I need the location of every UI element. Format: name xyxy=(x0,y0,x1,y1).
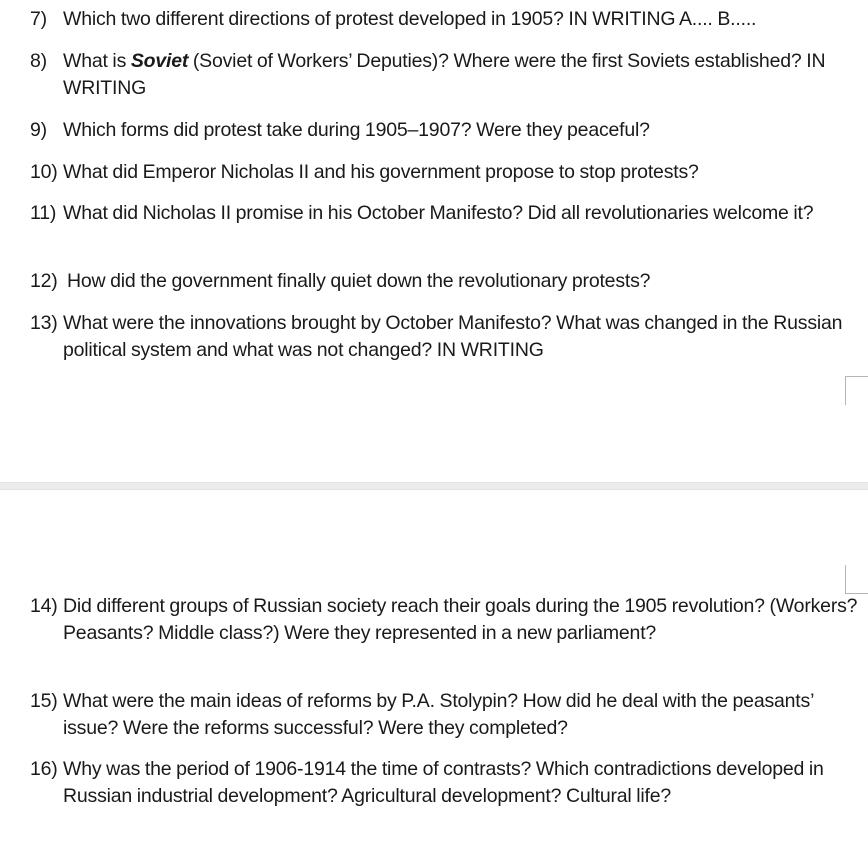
question-number: 9) xyxy=(30,119,47,141)
page-separator xyxy=(0,482,868,490)
question-number: 8) xyxy=(30,50,47,72)
question-13 xyxy=(30,310,860,363)
question-text: Did different groups of Russian society reach their goals during the 1905 revolution? (Workers? Peasants? Middle class?) Were they represented in a new parliament? xyxy=(63,595,858,644)
question-9 xyxy=(30,117,860,144)
emphasized-term-soviet: Soviet xyxy=(130,50,189,72)
question-15 xyxy=(30,688,860,741)
question-text: Which forms did protest take during 1905–1907? Were they peaceful? xyxy=(63,119,650,141)
question-number: 11) xyxy=(30,202,57,224)
crop-mark-bottom-icon xyxy=(845,565,868,594)
question-number: 13) xyxy=(30,312,58,334)
question-text: What were the main ideas of reforms by P.A. Stolypin? How did he deal with the peasants’ issue? Were the reforms successful? Were they completed? xyxy=(63,690,814,739)
crop-mark-top-icon xyxy=(845,376,868,405)
question-text: Which two different directions of protest developed in 1905? IN WRITING A.... B..... xyxy=(63,8,757,30)
question-number: 15) xyxy=(30,690,58,712)
question-14 xyxy=(30,593,860,646)
question-8 xyxy=(30,48,860,101)
question-7 xyxy=(30,6,860,33)
question-number: 7) xyxy=(30,8,47,30)
question-12 xyxy=(30,268,860,295)
question-text: What did Emperor Nicholas II and his government propose to stop protests? xyxy=(63,161,699,183)
question-text: What were the innovations brought by October Manifesto? What was changed in the Russian political system and what was not changed? IN WRITING xyxy=(63,312,843,361)
question-number: 14) xyxy=(30,595,58,617)
question-number: 12) xyxy=(30,270,58,292)
question-11 xyxy=(30,200,860,227)
question-text-part: What is xyxy=(63,50,131,72)
question-text: Why was the period of 1906-1914 the time of contrasts? Which contradictions developed in Russian industrial development? Agricultural development? Cultural life? xyxy=(63,758,824,807)
question-text-part: (Soviet of Workers’ Deputies)? Where were the first Soviets established? IN WRITING xyxy=(63,50,826,99)
question-number: 10) xyxy=(30,161,58,183)
question-text: How did the government finally quiet down the revolutionary protests? xyxy=(67,270,651,292)
document-page-bottom xyxy=(0,490,868,852)
question-number: 16) xyxy=(30,758,58,780)
question-16 xyxy=(30,756,860,809)
question-10 xyxy=(30,159,860,186)
question-text xyxy=(63,48,860,101)
question-text: What did Nicholas II promise in his October Manifesto? Did all revolutionaries welcome it? xyxy=(63,202,814,224)
